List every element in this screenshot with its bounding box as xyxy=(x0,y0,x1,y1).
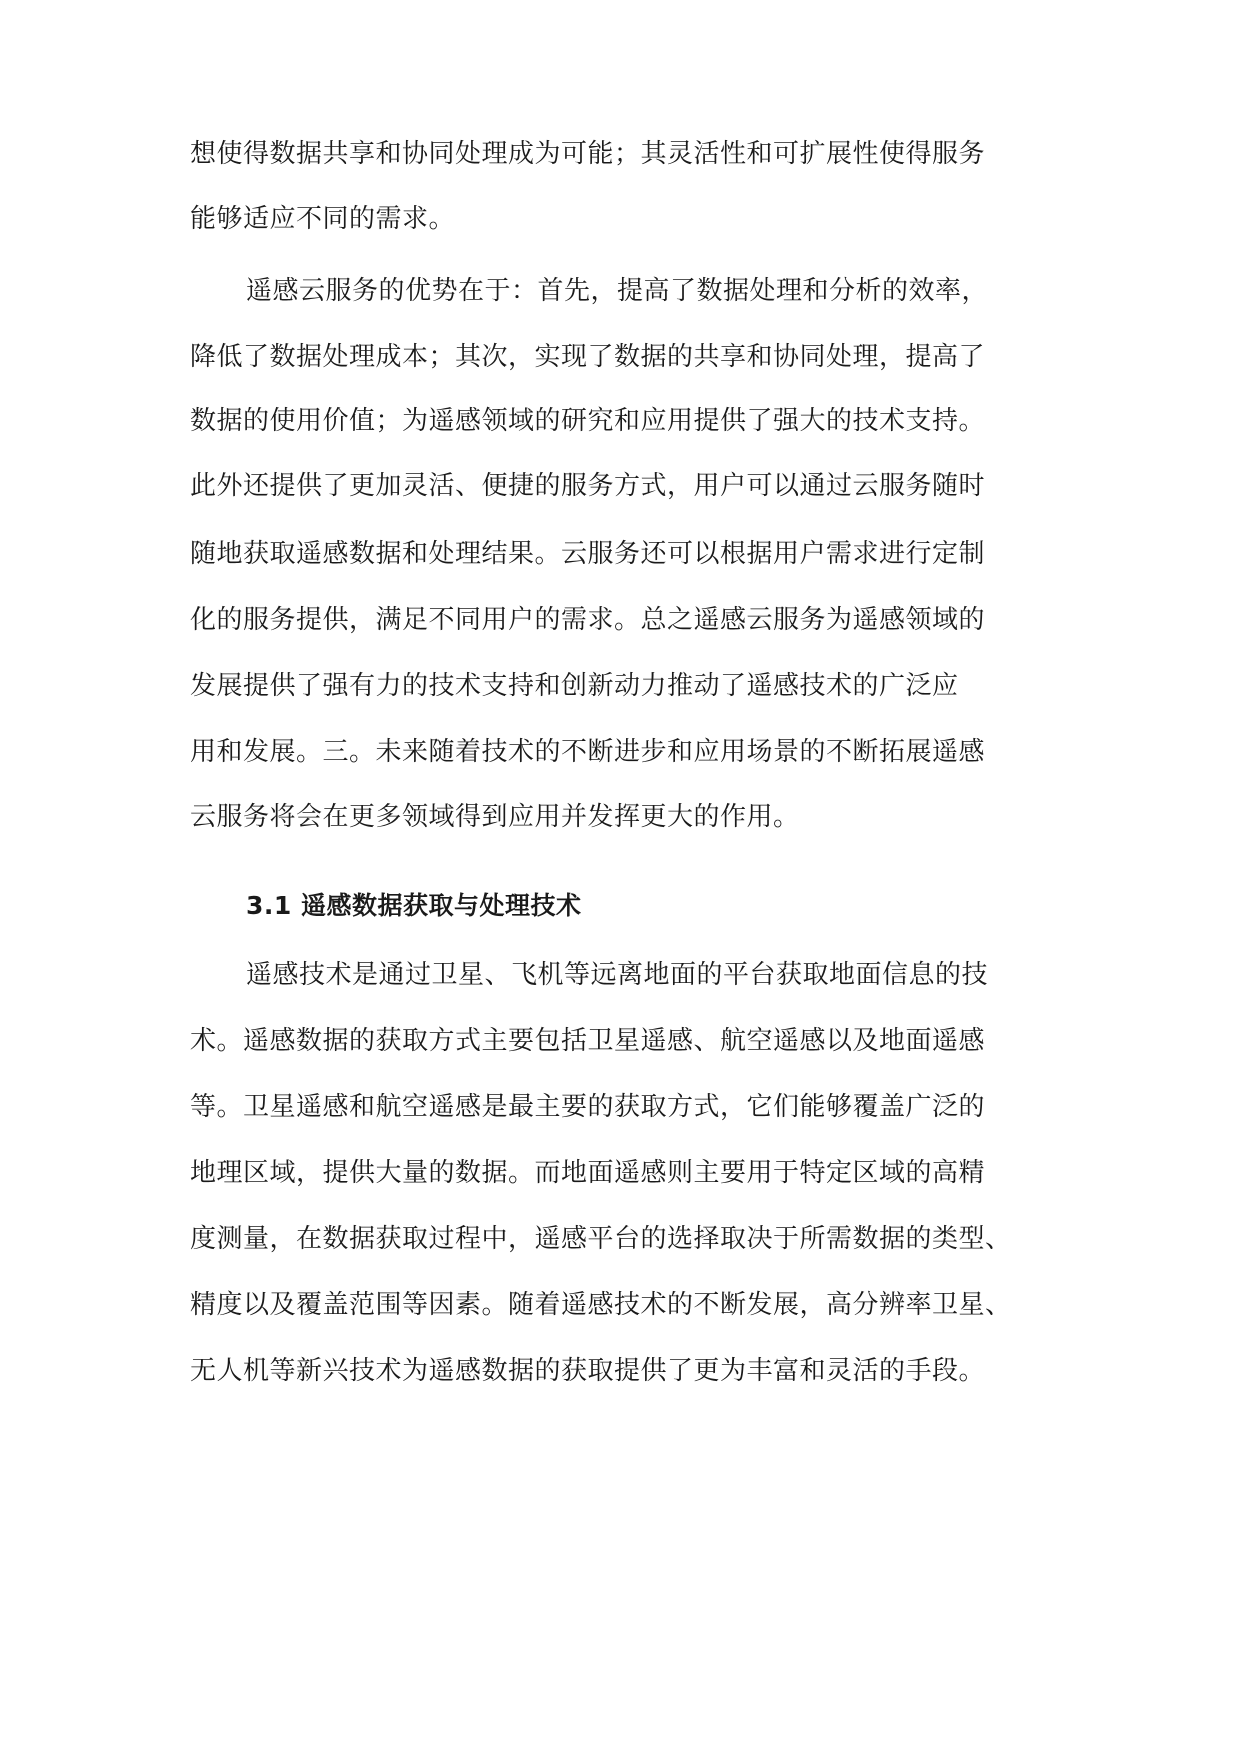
paragraph-3-line-4: 地理区域，提供大量的数据。而地面遥感则主要用于特定区域的高精 xyxy=(190,1158,986,1188)
paragraph-2-line-9: 云服务将会在更多领域得到应用并发挥更大的作用。 xyxy=(190,802,800,832)
paragraph-3-line-6: 精度以及覆盖范围等因素。随着遥感技术的不断发展，高分辨率卫星、 xyxy=(190,1290,1012,1320)
paragraph-2-line-8: 用和发展。三。未来随着技术的不断进步和应用场景的不断拓展遥感 xyxy=(190,737,986,767)
paragraph-2-line-3: 数据的使用价值；为遥感领域的研究和应用提供了强大的技术支持。 xyxy=(190,406,986,436)
paragraph-3-line-3: 等。卫星遥感和航空遥感是最主要的获取方式，它们能够覆盖广泛的 xyxy=(190,1092,986,1122)
paragraph-1-line-2: 能够适应不同的需求。 xyxy=(190,204,456,234)
paragraph-3-line-1: 遥感技术是通过卫星、飞机等远离地面的平台获取地面信息的技 xyxy=(246,960,989,990)
paragraph-2-line-4: 此外还提供了更加灵活、便捷的服务方式，用户可以通过云服务随时 xyxy=(190,471,986,501)
paragraph-3-line-7: 无人机等新兴技术为遥感数据的获取提供了更为丰富和灵活的手段。 xyxy=(190,1356,986,1386)
paragraph-2-line-1: 遥感云服务的优势在于：首先，提高了数据处理和分析的效率， xyxy=(246,276,989,306)
paragraph-3-line-2: 术。遥感数据的获取方式主要包括卫星遥感、航空遥感以及地面遥感 xyxy=(190,1026,986,1056)
paragraph-2-line-6: 化的服务提供，满足不同用户的需求。总之遥感云服务为遥感领域的 xyxy=(190,605,986,635)
paragraph-3-line-5: 度测量，在数据获取过程中，遥感平台的选择取决于所需数据的类型、 xyxy=(190,1224,1012,1254)
paragraph-2-line-7: 发展提供了强有力的技术支持和创新动力推动了遥感技术的广泛应 xyxy=(190,671,959,701)
paragraph-2-line-5: 随地获取遥感数据和处理结果。云服务还可以根据用户需求进行定制 xyxy=(190,539,986,569)
paragraph-2-line-2: 降低了数据处理成本；其次，实现了数据的共享和协同处理，提高了 xyxy=(190,342,986,372)
section-heading: 3.1 遥感数据获取与处理技术 xyxy=(246,891,582,920)
paragraph-1-line-1: 想使得数据共享和协同处理成为可能；其灵活性和可扩展性使得服务 xyxy=(190,139,986,169)
